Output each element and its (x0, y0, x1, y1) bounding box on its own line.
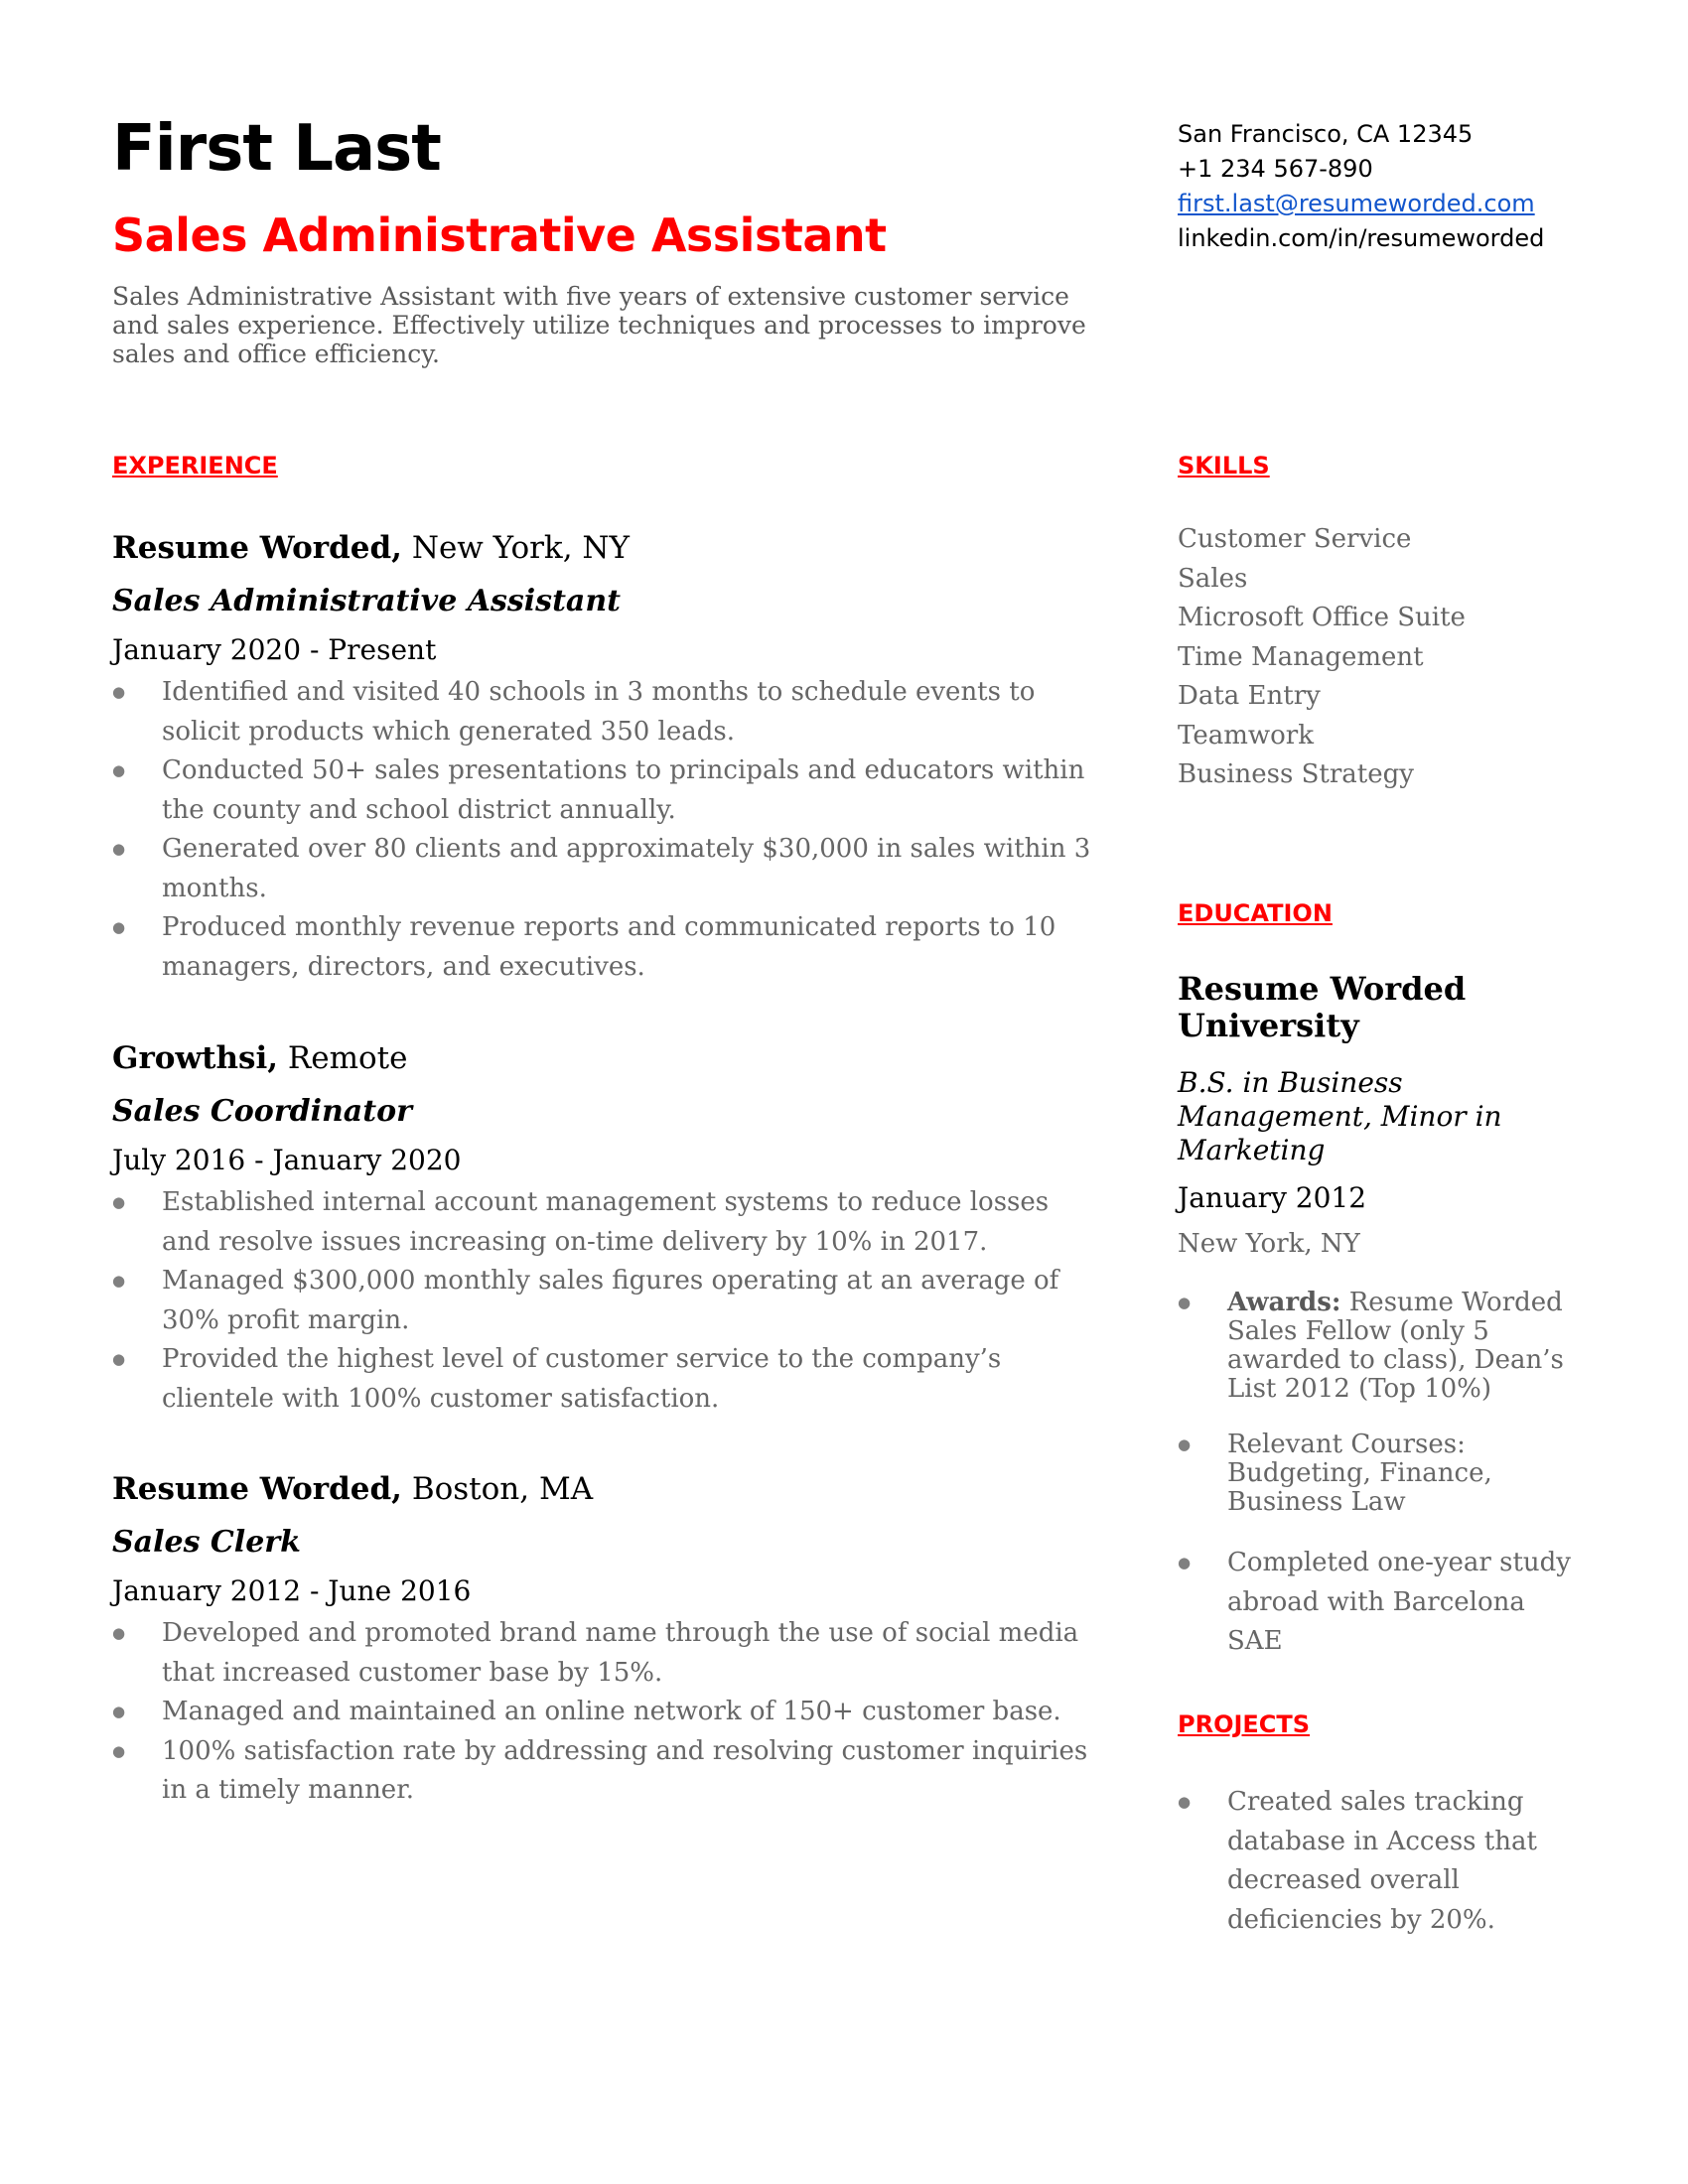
contact-phone: +1 234 567-890 (1178, 155, 1373, 183)
company-location: New York, NY (401, 530, 631, 566)
skill-item: Microsoft Office Suite (1178, 603, 1466, 632)
contact-block (1178, 117, 1615, 256)
education-details-list (1178, 1289, 1575, 1689)
awards-text: Resume Worded Sales Fellow (only 5 awarded to class), Dean’s List 2012 (Top 10%) (1227, 1288, 1564, 1404)
awards-label: Awards: (1227, 1288, 1341, 1317)
company-label: Resume Worded, (112, 530, 402, 566)
experience-entry (112, 1471, 1095, 1811)
summary: Sales Administrative Assistant with five years of extensive customer service and sales experience. Effectively utilize techniques and processes to improve sales and office efficiency. (112, 282, 1086, 368)
achievement-item: ● Established internal account management systems to reduce losses and resolve issues increasing on-time delivery by 10% in 2017. (112, 1183, 1095, 1262)
skill-item: Sales (1178, 563, 1248, 594)
company-label: Resume Worded, (112, 1471, 402, 1507)
achievement-item: ● Conducted 50+ sales presentations to principals and educators within the county and school district annually. (112, 751, 1095, 830)
experience-entry (112, 1040, 1095, 1419)
achievement-list (112, 1183, 1095, 1419)
achievement-list (112, 673, 1095, 987)
graduation-date: January 2012 (1178, 1181, 1367, 1214)
education-entry (1178, 971, 1575, 1261)
job-title: Sales Administrative Assistant (112, 208, 887, 262)
achievement-item: ● Provided the highest level of customer service to the company’s clientele with 100% customer satisfaction. (112, 1340, 1095, 1419)
project-item: ● Created sales tracking database in Access that decreased overall deficiencies by 20%. (1178, 1783, 1575, 1940)
achievement-item: ● Managed $300,000 monthly sales figures operating at an average of 30% profit margin. (112, 1262, 1095, 1340)
achievement-item: ● 100% satisfaction rate by addressing and resolving customer inquiries in a timely manner. (112, 1732, 1095, 1811)
contact-email-link[interactable]: first.last@resumeworded.com (1178, 190, 1535, 217)
skills-list (1178, 520, 1466, 795)
role-dates: January 2020 - Present (112, 633, 437, 666)
education-heading: EDUCATION (1178, 899, 1333, 927)
projects-heading: PROJECTS (1178, 1710, 1311, 1738)
experience-heading: EXPERIENCE (112, 452, 278, 479)
contact-location: San Francisco, CA 12345 (1178, 120, 1474, 148)
achievement-item: ● Developed and promoted brand name through the use of social media that increased customer base by 15%. (112, 1614, 1095, 1693)
skill-item: Business Strategy (1178, 759, 1414, 789)
company-location: Remote (278, 1040, 408, 1076)
candidate-name: First Last (112, 112, 441, 186)
role-title: Sales Coordinator (112, 1094, 412, 1129)
study-abroad-item: ● Completed one-year study abroad with Barcelona SAE (1178, 1544, 1575, 1662)
company-name (112, 530, 1095, 566)
role-dates: July 2016 - January 2020 (112, 1144, 462, 1176)
company-location: Boston, MA (401, 1471, 594, 1507)
skill-item: Teamwork (1178, 720, 1314, 751)
skill-item: Data Entry (1178, 681, 1321, 711)
company-label: Growthsi, (112, 1040, 279, 1076)
skills-heading: SKILLS (1178, 452, 1270, 479)
school-location: New York, NY (1178, 1229, 1360, 1259)
achievement-item: ● Identified and visited 40 schools in 3 months to schedule events to solicit products which generated 350 leads. (112, 673, 1095, 751)
projects-list (1178, 1783, 1575, 1940)
skill-item: Customer Service (1178, 524, 1412, 554)
role-title: Sales Clerk (112, 1525, 301, 1560)
role-dates: January 2012 - June 2016 (112, 1574, 472, 1607)
company-name (112, 1040, 1095, 1076)
degree: B.S. in Business Management, Minor in Marketing (1178, 1066, 1502, 1166)
achievement-item: ● Generated over 80 clients and approximately $30,000 in sales within 3 months. (112, 830, 1095, 908)
skill-item: Time Management (1178, 641, 1424, 672)
school-name: Resume Worded University (1178, 970, 1467, 1044)
achievement-item: ● Managed and maintained an online network of 150+ customer base. (112, 1693, 1095, 1732)
awards-item (1178, 1289, 1575, 1404)
role-title: Sales Administrative Assistant (112, 584, 622, 618)
achievement-item: ● Produced monthly revenue reports and communicated reports to 10 managers, directors, and executives. (112, 908, 1095, 987)
contact-linkedin: linkedin.com/in/resumeworded (1178, 224, 1545, 252)
company-name (112, 1471, 1095, 1507)
courses-item: ● Relevant Courses: Budgeting, Finance, Business Law (1178, 1431, 1575, 1517)
experience-entry (112, 530, 1095, 987)
achievement-list (112, 1614, 1095, 1811)
